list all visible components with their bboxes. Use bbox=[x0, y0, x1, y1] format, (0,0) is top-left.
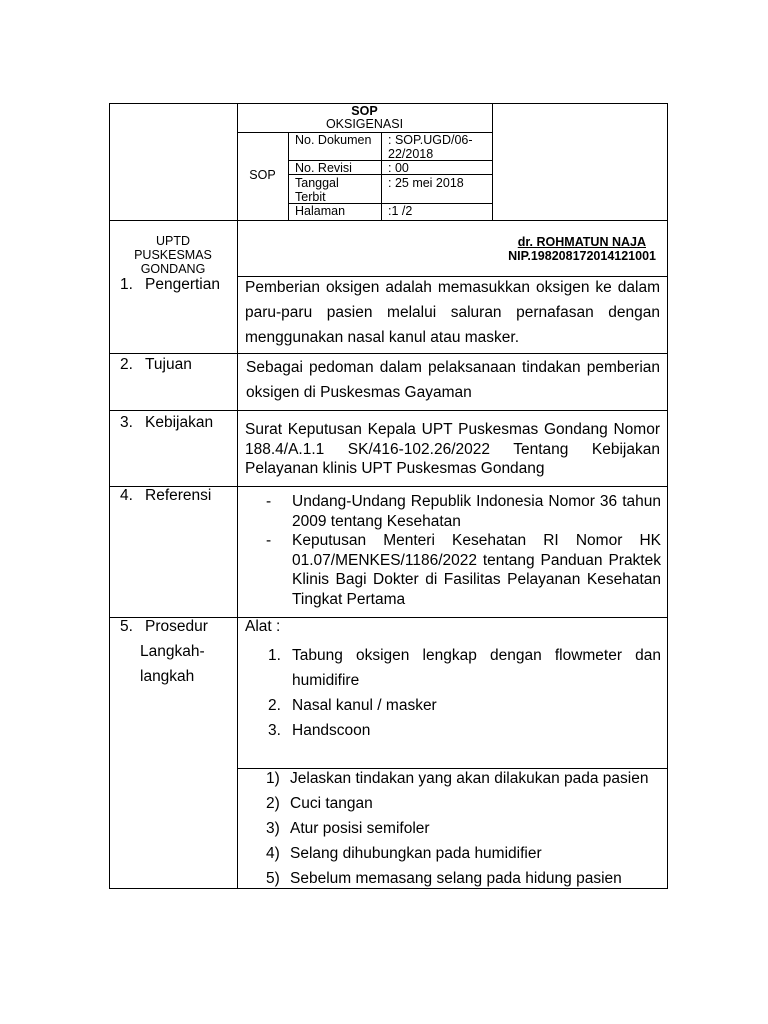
section-label-prosedur: Prosedur bbox=[145, 618, 208, 635]
field-value-no-revisi: : 00 bbox=[388, 161, 409, 175]
alat-item-text: Tabung oksigen lengkap dengan flowmeter dan humidifire bbox=[292, 647, 661, 689]
list-item bbox=[266, 718, 661, 743]
doc-title: SOP bbox=[351, 104, 378, 118]
org-line-3: GONDANG bbox=[140, 262, 206, 276]
step-number: 3) bbox=[266, 820, 280, 837]
step-text: Jelaskan tindakan yang akan dilakukan pada pasien bbox=[290, 770, 649, 787]
list-item bbox=[266, 531, 661, 609]
field-label-tanggal-terbit: Tanggal Terbit bbox=[295, 176, 339, 204]
field-value-no-dokumen: : SOP.UGD/06-22/2018 bbox=[388, 133, 473, 161]
step-number: 1) bbox=[266, 770, 280, 787]
org-line-2: PUSKESMAS bbox=[134, 248, 212, 262]
signatory-name: dr. ROHMATUN NAJA bbox=[517, 235, 646, 249]
tujuan-text: Sebagai pedoman dalam pelaksanaan tindakan pemberian oksigen di Puskesmas Gayaman bbox=[246, 359, 660, 401]
section-label-langkah: Langkah- bbox=[140, 643, 205, 660]
section-label-tujuan: Tujuan bbox=[145, 356, 192, 373]
field-label-halaman: Halaman bbox=[295, 204, 346, 218]
section-number-kebijakan: 3. bbox=[120, 414, 133, 431]
kebijakan-text: Surat Keputusan Kepala UPT Puskesmas Gondang Nomor 188.4/A.1.1 SK/416-102.26/2022 Tentang Kebijakan Pelayanan klinis UPT Puskesmas Gondang bbox=[245, 421, 660, 477]
alat-item-text: Handscoon bbox=[292, 722, 371, 739]
signatory-nip: NIP.198208172014121001 bbox=[508, 249, 656, 263]
list-item bbox=[266, 766, 664, 791]
referensi-item-text: Keputusan Menteri Kesehatan RI Nomor HK 01.07/MENKES/1186/2022 tentang Panduan Praktek Klinis Bagi Dokter di Fasilitas Pelayanan Kesehatan Tingkat Pertama bbox=[292, 532, 661, 608]
section-number-pengertian: 1. bbox=[120, 276, 133, 293]
bullet-dash-icon: - bbox=[266, 493, 272, 510]
field-value-tanggal-terbit: : 25 mei 2018 bbox=[388, 176, 464, 190]
field-label-no-revisi: No. Revisi bbox=[295, 161, 352, 175]
list-item bbox=[266, 866, 664, 891]
step-number: 5) bbox=[266, 870, 280, 887]
section-number-tujuan: 2. bbox=[120, 356, 133, 373]
alat-heading: Alat : bbox=[245, 618, 281, 635]
list-item bbox=[266, 492, 661, 531]
sop-label: SOP bbox=[249, 168, 276, 182]
list-item bbox=[266, 816, 664, 841]
referensi-list bbox=[266, 492, 661, 609]
step-number: 2) bbox=[266, 795, 280, 812]
section-label-langkah-2: langkah bbox=[140, 668, 195, 685]
referensi-item-text: Undang-Undang Republik Indonesia Nomor 36 tahun 2009 tentang Kesehatan bbox=[292, 493, 661, 530]
section-label-referensi: Referensi bbox=[145, 487, 212, 504]
alat-list bbox=[266, 643, 661, 743]
section-number-referensi: 4. bbox=[120, 487, 133, 504]
alat-item-text: Nasal kanul / masker bbox=[292, 697, 437, 714]
step-text: Atur posisi semifoler bbox=[290, 820, 430, 837]
list-item bbox=[266, 643, 661, 693]
list-item bbox=[266, 841, 664, 866]
langkah-list bbox=[266, 766, 664, 891]
pengertian-text: Pemberian oksigen adalah memasukkan oksigen ke dalam paru-paru pasien melalui saluran pernafasan dengan menggunakan nasal kanul atau masker. bbox=[245, 279, 660, 346]
list-item bbox=[266, 693, 661, 718]
list-item bbox=[266, 791, 664, 816]
alat-number: 1. bbox=[268, 647, 281, 664]
field-label-no-dokumen: No. Dokumen bbox=[295, 133, 372, 147]
step-text: Sebelum memasang selang pada hidung pasien bbox=[290, 870, 622, 887]
alat-number: 3. bbox=[268, 722, 281, 739]
doc-subtitle: OKSIGENASI bbox=[325, 117, 404, 131]
section-label-kebijakan: Kebijakan bbox=[145, 414, 214, 431]
step-number: 4) bbox=[266, 845, 280, 862]
alat-number: 2. bbox=[268, 697, 281, 714]
section-label-pengertian: Pengertian bbox=[145, 276, 220, 293]
step-text: Cuci tangan bbox=[290, 795, 373, 812]
org-line-1: UPTD bbox=[155, 234, 191, 248]
step-text: Selang dihubungkan pada humidifier bbox=[290, 845, 542, 862]
section-number-prosedur: 5. bbox=[120, 618, 133, 635]
field-value-halaman: :1 /2 bbox=[388, 204, 413, 218]
bullet-dash-icon: - bbox=[266, 532, 272, 549]
